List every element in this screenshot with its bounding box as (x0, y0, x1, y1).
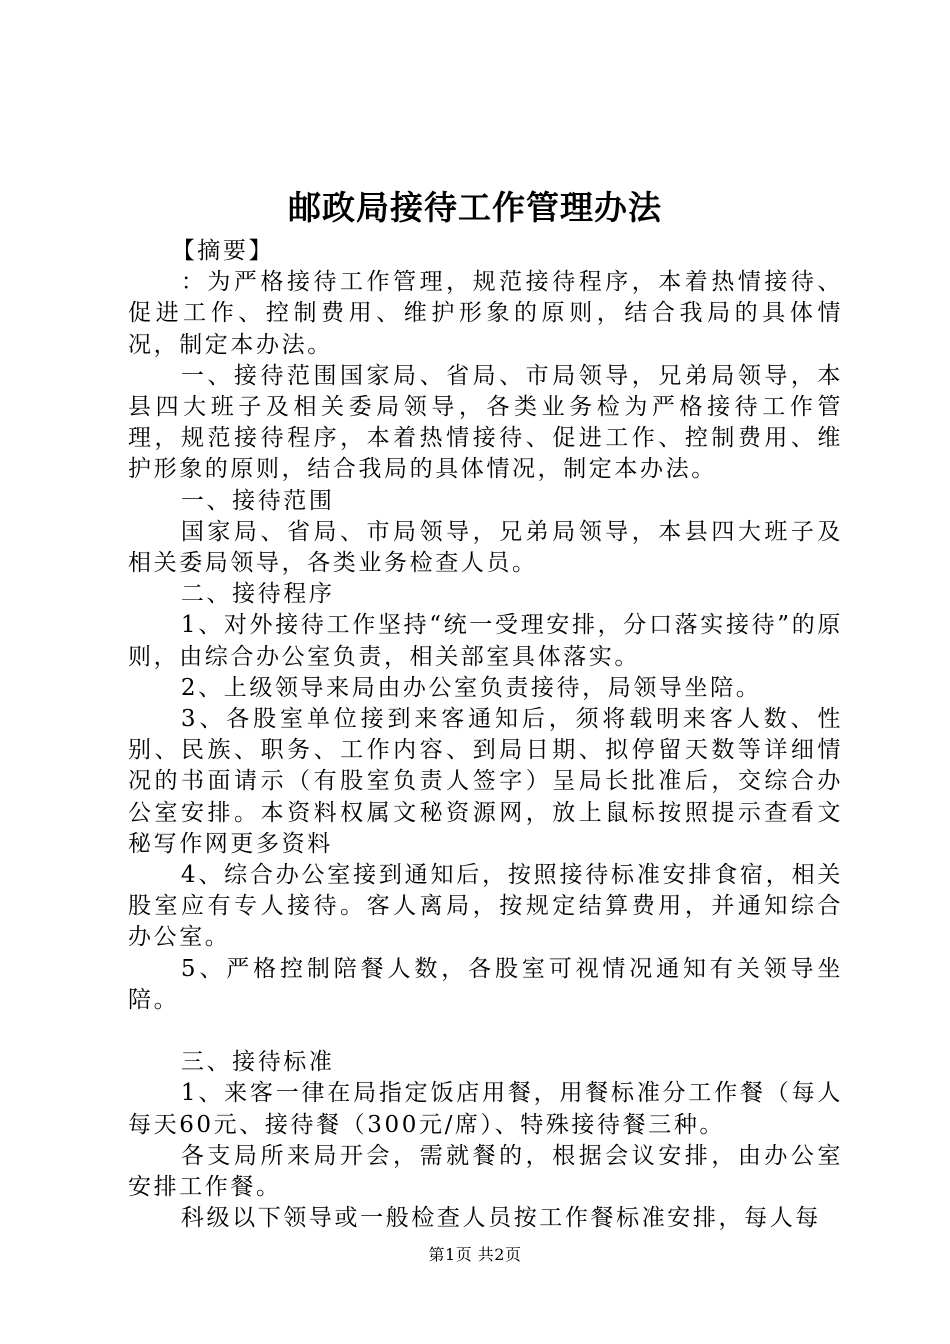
paragraph: 4、综合办公室接到通知后，按照接待标准安排食宿，相关股室应有专人接待。客人离局，按规定结算费用，并通知综合办公室。 (128, 862, 843, 951)
paragraph: 一、接待范围国家局、省局、市局领导，兄弟局领导，本县四大班子及相关委局领导，各类业务检为严格接待工作管理，规范接待程序，本着热情接待、促进工作、控制费用、维护形象的原则，结合我局的具体情况，制定本办法。 (128, 362, 843, 483)
section-heading: 二、接待程序 (180, 581, 335, 608)
paragraph: 科级以下领导或一般检查人员按工作餐标准安排，每人每 (180, 1205, 821, 1232)
paragraph: 2、上级领导来局由办公室负责接待，局领导坐陪。 (180, 674, 762, 701)
section-heading: 三、接待标准 (180, 1049, 335, 1076)
page-footer: 第1页 共2页 (428, 1245, 522, 1264)
document-body (128, 236, 843, 1234)
paragraph: 1、来客一律在局指定饭店用餐，用餐标准分工作餐（每人每天60元、接待餐（300元/席）、特殊接待餐三种。 (128, 1080, 843, 1138)
paragraph: ：为严格接待工作管理，规范接待程序，本着热情接待、促进工作、控制费用、维护形象的原则，结合我局的具体情况，制定本办法。 (128, 269, 843, 358)
abstract-label: 【摘要】 (171, 238, 275, 264)
paragraph: 5、严格控制陪餐人数，各股室可视情况通知有关领导坐陪。 (128, 955, 843, 1013)
blank-line (128, 1016, 843, 1047)
paragraph: 国家局、省局、市局领导，兄弟局领导，本县四大班子及相关委局领导，各类业务检查人员。 (128, 518, 843, 577)
paragraph: 各支局所来局开会，需就餐的，根据会议安排，由办公室安排工作餐。 (128, 1142, 843, 1201)
document-title: 邮政局接待工作管理办法 (288, 188, 662, 227)
paragraph: 1、对外接待工作坚持“统一受理安排，分口落实接待”的原则，由综合办公室负责，相关部室具体落实。 (128, 612, 843, 670)
section-heading: 一、接待范围 (180, 487, 335, 514)
paragraph: 3、各股室单位接到来客通知后，须将载明来客人数、性别、民族、职务、工作内容、到局日期、拟停留天数等详细情况的书面请示（有股室负责人签字）呈局长批准后，交综合办公室安排。本资料权属文秘资源网，放上鼠标按照提示查看文秘写作网更多资料 (128, 706, 843, 857)
